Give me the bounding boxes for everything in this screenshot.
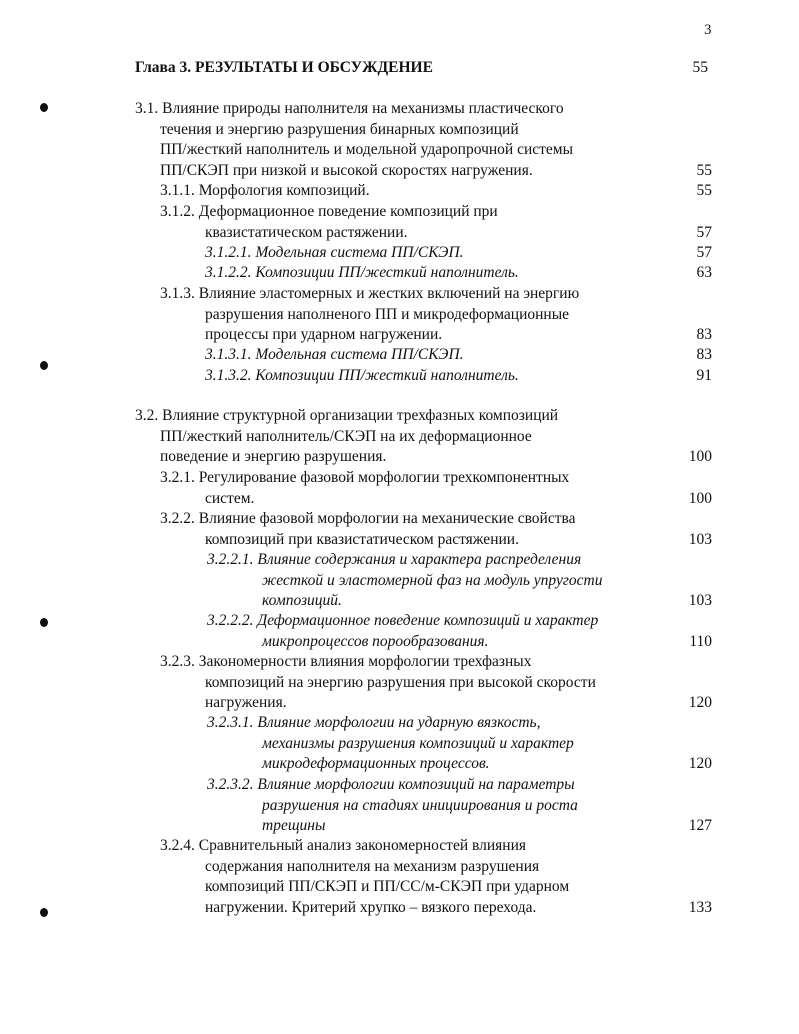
- toc-entry-line: ПП/СКЭП при низкой и высокой скоростях нагружения.: [160, 161, 533, 179]
- toc-entry-line: микропроцессов порообразования.: [262, 632, 489, 650]
- toc-entry-line: 3.2.2. Влияние фазовой морфологии на механические свойства: [160, 510, 576, 527]
- toc-entry-line: систем.: [205, 489, 255, 507]
- toc-entry-line: поведение и энергию разрушения.: [160, 448, 387, 465]
- toc-entry-page: 63: [696, 264, 712, 281]
- toc-entry-line: 3.2.3.2. Влияние морфологии композиций на параметры: [207, 776, 575, 793]
- toc-entry-page: 100: [688, 448, 712, 465]
- toc-entry-line: композиций при квазистатическом растяжении.: [205, 530, 519, 548]
- toc-entry-page: 83: [696, 326, 712, 343]
- margin-dot: [40, 908, 48, 917]
- margin-dot: [40, 103, 48, 112]
- toc-entry-line: 3.2.3. Закономерности влияния морфологии трехфазных: [160, 653, 532, 670]
- toc-entry-line: 3.1.2.2. Композиции ПП/жесткий наполнитель.: [205, 264, 519, 281]
- toc-entry-page: 83: [696, 346, 712, 363]
- toc-entry-page: 55: [696, 182, 712, 199]
- toc-entry-page: 55: [696, 161, 712, 179]
- toc-entry-line: 3.1.2. Деформационное поведение композиций при: [160, 203, 498, 220]
- toc-entry-line: 3.1.1. Морфология композиций.: [160, 182, 370, 199]
- toc-entry-line: 3.2.1. Регулирование фазовой морфологии трехкомпонентных: [160, 469, 570, 486]
- toc-entry-page: 120: [688, 755, 712, 772]
- toc-entry-line: течения и энергию разрушения бинарных композиций: [160, 120, 519, 138]
- toc-entry-line: разрушения на стадиях инициирования и роста: [262, 796, 578, 814]
- toc-entry-page: 103: [688, 592, 712, 609]
- toc-entry-page: 110: [689, 632, 712, 650]
- chapter-page: 55: [692, 59, 708, 76]
- toc-entry-line: разрушения наполненого ПП и микродеформационные: [205, 305, 570, 323]
- toc-entry-line: нагружении. Критерий хрупко – вязкого перехода.: [205, 898, 537, 916]
- toc-entry-page: 133: [688, 898, 712, 916]
- toc-entry-page: 127: [688, 817, 712, 834]
- toc-entry-page: 100: [688, 489, 712, 507]
- toc-entry-line: ПП/жесткий наполнитель и модельной ударопрочной системы: [160, 141, 574, 158]
- toc-entry-line: 3.2.2.2. Деформационное поведение композиций и характер: [207, 612, 599, 629]
- toc-entry-line: 3.1.3.1. Модельная система ПП/СКЭП.: [205, 346, 464, 363]
- page-number: 3: [704, 22, 712, 38]
- toc-entry-page: 57: [696, 244, 712, 261]
- toc-entry-page: 91: [696, 367, 712, 384]
- toc-entry-line: 3.2.4. Сравнительный анализ закономерностей влияния: [160, 837, 526, 854]
- toc-entry-page: 103: [688, 530, 712, 548]
- toc-entry-line: 3.1. Влияние природы наполнителя на механизмы пластического: [135, 100, 564, 117]
- toc-entry-line: микродеформационных процессов.: [262, 755, 490, 772]
- toc-entry-line: содержания наполнителя на механизм разрушения: [205, 857, 540, 875]
- toc-entry-line: 3.2. Влияние структурной организации трехфазных композиций: [135, 407, 559, 424]
- toc-entry-line: ПП/жесткий наполнитель/СКЭП на их деформационное: [160, 427, 532, 445]
- toc-entry-line: композиций ПП/СКЭП и ПП/СС/м-СКЭП при ударном: [205, 878, 570, 895]
- toc-entry-line: процессы при ударном нагружении.: [205, 326, 443, 343]
- toc-entry-line: 3.1.2.1. Модельная система ПП/СКЭП.: [205, 244, 464, 261]
- toc-entry-line: композиций.: [262, 592, 342, 609]
- margin-dot: [40, 361, 48, 370]
- toc-entry-line: 3.2.2.1. Влияние содержания и характера распределения: [207, 551, 582, 568]
- toc-entry-line: механизмы разрушения композиций и характер: [262, 734, 574, 752]
- toc-entry-page: 120: [688, 694, 712, 711]
- toc-entry-page: 57: [696, 223, 712, 241]
- toc-entry-line: трещины: [262, 817, 326, 834]
- toc-entry-line: композиций на энергию разрушения при высокой скорости: [205, 673, 596, 691]
- toc-entry-line: нагружения.: [205, 694, 287, 711]
- toc-entry-line: 3.1.3.2. Композиции ПП/жесткий наполнитель.: [205, 367, 519, 384]
- toc-entry-line: 3.1.3. Влияние эластомерных и жестких включений на энергию: [160, 285, 580, 302]
- margin-dot: [40, 618, 48, 627]
- toc-entry-line: жесткой и эластомерной фаз на модуль упругости: [262, 571, 603, 589]
- toc-entry-line: квазистатическом растяжении.: [205, 223, 408, 241]
- chapter-title: Глава 3. РЕЗУЛЬТАТЫ И ОБСУЖДЕНИЕ: [135, 59, 433, 76]
- toc-entry-line: 3.2.3.1. Влияние морфологии на ударную вязкость,: [207, 714, 541, 731]
